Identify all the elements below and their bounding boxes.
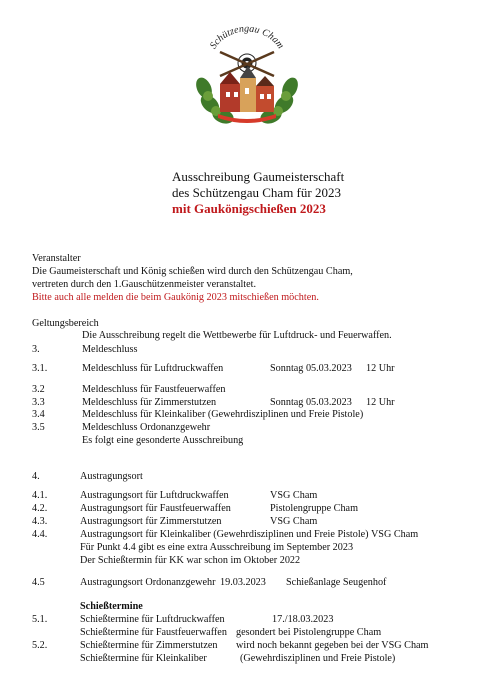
termine-title: Schießtermine — [80, 601, 143, 612]
row-date: Sonntag 05.03.2023 — [270, 397, 352, 408]
row-text: Meldeschluss Ordonanzgewehr — [82, 422, 211, 433]
row-number: 5.2. — [32, 640, 48, 651]
geltung-label: Geltungsbereich — [32, 318, 99, 329]
row-text: Austragungsort für Luftdruckwaffen — [80, 490, 229, 501]
row-number: 4.4. — [32, 529, 48, 540]
row-time: 12 Uhr — [366, 397, 395, 408]
heading-line3: mit Gaukönigschießen 2023 — [172, 201, 326, 216]
row-time: 12 Uhr — [366, 363, 395, 374]
row-place: Schießanlage Seugenhof — [286, 577, 387, 588]
schuetzengau-cham-logo — [190, 18, 304, 130]
austragung-note1: Für Punkt 4.4 gibt es eine extra Ausschreibung im September 2023 — [80, 542, 354, 553]
geltung-text: Die Ausschreibung regelt die Wettbewerbe für Luftdruck- und Feuerwaffen. — [82, 330, 392, 341]
row-text: Schießtermine für Kleinkaliber — [80, 653, 207, 664]
row-place: VSG Cham — [270, 490, 318, 501]
row-number: 4.5 — [32, 577, 45, 588]
row-text: Austragungsort Ordonanzgewehr — [80, 577, 216, 588]
row-date: 19.03.2023 — [220, 577, 266, 588]
row-text: Austragungsort für Kleinkaliber (Gewehrdisziplinen und Freie Pistole) VSG Cham — [80, 529, 419, 540]
austragung-note2: Der Schießtermin für KK war schon im Oktober 2022 — [80, 555, 301, 566]
row-number: 4.3. — [32, 516, 48, 527]
section3-title: Meldeschluss — [82, 344, 138, 355]
section4-title: Austragungsort — [80, 471, 143, 482]
section3-number: 3. — [32, 344, 40, 355]
row-number: 4.2. — [32, 503, 48, 514]
veranstalter-line2: vertreten durch den 1.Gauschützenmeister veranstaltet. — [32, 279, 257, 290]
row-number: 3.5 — [32, 422, 45, 433]
heading-line2: des Schützengau Cham für 2023 — [172, 185, 341, 200]
row-date: Sonntag 05.03.2023 — [270, 363, 352, 374]
row-place: Pistolengruppe Cham — [270, 503, 359, 514]
heading-line1: Ausschreibung Gaumeisterschaft — [172, 169, 345, 184]
row-text: Meldeschluss für Zimmerstutzen — [82, 397, 217, 408]
row-number: 3.1. — [32, 363, 48, 374]
veranstalter-note: Bitte auch alle melden die beim Gaukönig 2023 mitschießen möchten. — [32, 292, 319, 303]
row-info: (Gewehrdisziplinen und Freie Pistole) — [240, 653, 396, 664]
row-number: 3.2 — [32, 384, 45, 395]
row-text: Austragungsort für Zimmerstutzen — [80, 516, 222, 527]
row-number: 3.3 — [32, 397, 45, 408]
row-text: Schießtermine für Faustfeuerwaffen — [80, 627, 227, 638]
row-info: 17./18.03.2023 — [272, 614, 334, 625]
row-text: Meldeschluss für Luftdruckwaffen — [82, 363, 224, 374]
row-number: 3.4 — [32, 409, 45, 420]
row-info: gesondert bei Pistolengruppe Cham — [236, 627, 382, 638]
row-text: Schießtermine für Zimmerstutzen — [80, 640, 218, 651]
row-text: Meldeschluss für Faustfeuerwaffen — [82, 384, 226, 395]
meldeschluss-note: Es folgt eine gesonderte Ausschreibung — [82, 435, 244, 446]
row-text: Meldeschluss für Kleinkaliber (Gewehrdisziplinen und Freie Pistole) — [82, 409, 364, 420]
section4-number: 4. — [32, 471, 40, 482]
row-place: VSG Cham — [270, 516, 318, 527]
veranstalter-line1: Die Gaumeisterschaft und König schießen wird durch den Schützengau Cham, — [32, 266, 353, 277]
row-text: Schießtermine für Luftdruckwaffen — [80, 614, 225, 625]
row-number: 4.1. — [32, 490, 48, 501]
svg-text:Schützengau Cham: Schützengau Cham — [207, 23, 286, 51]
row-info: wird noch bekannt gegeben bei der VSG Cham — [236, 640, 429, 651]
veranstalter-label: Veranstalter — [32, 253, 81, 264]
row-number: 5.1. — [32, 614, 48, 625]
row-text: Austragungsort für Faustfeuerwaffen — [80, 503, 231, 514]
